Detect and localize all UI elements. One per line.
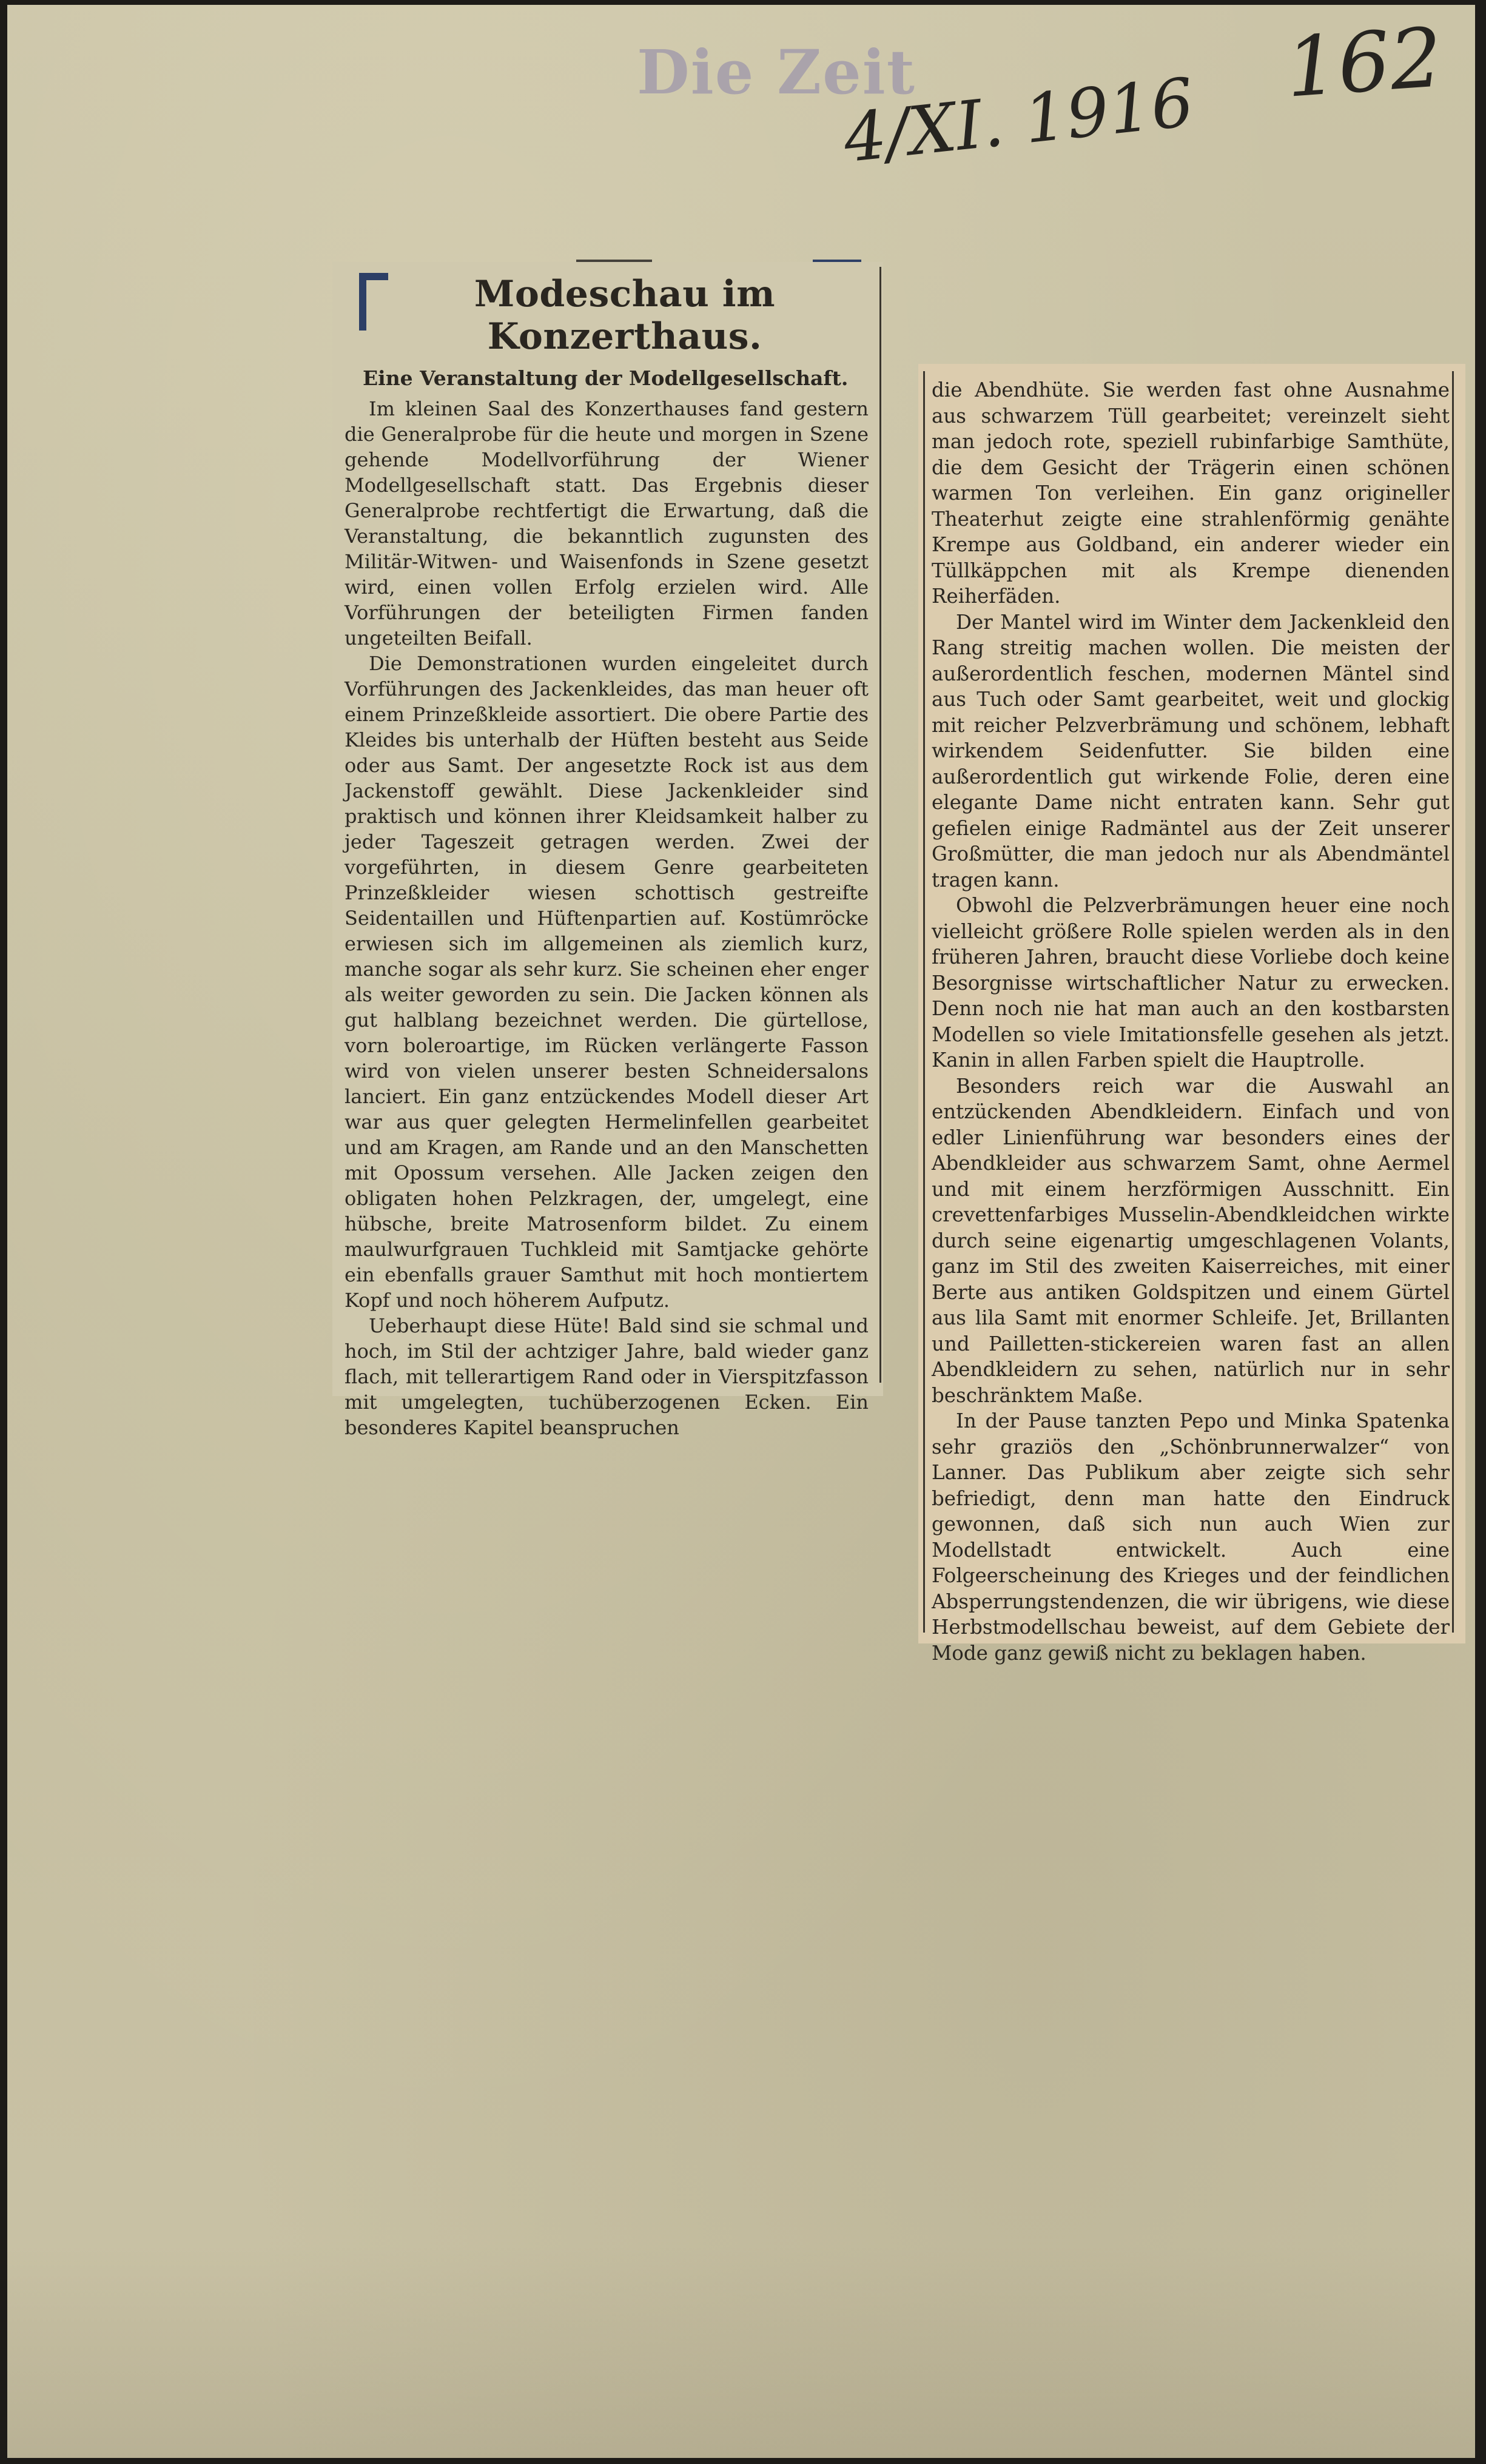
article-paragraph: Besonders reich war die Auswahl an entzückenden Abendkleidern. Einfach und von edler Linienführung war besonders eines der Abendkleider aus schwarzem Samt, ohne Aermel und mit einem herzförmigen Ausschnitt. Ein crevettenfarbiges Musselin-Abendkleidchen wirkte durch seine eigenartig umgeschlagenen Volants, ganz im Stil des zweiten Kaiserreiches, mit einer Berte aus antiken Goldspitzen und einem Gürtel aus lila Samt mit enormer Schleife. Jet, Brillanten und Pailletten-stickereien waren fast an allen Abendkleidern zu sehen, natürlich nur in sehr beschränktem Maße. xyxy=(932,1074,1450,1407)
column-rule xyxy=(879,267,881,1383)
article-paragraph: die Abendhüte. Sie werden fast ohne Ausnahme aus schwarzem Tüll gearbeitet; vereinzelt sieht man jedoch rote, speziell rubinfarbige Samthüte, die dem Gesicht der Trägerin einen schönen warmen Ton verleihen. Ein ganz origineller Theaterhut zeigte eine strahlenförmig genähte Krempe aus Goldband, ein anderer wieder ein Tüllkäppchen mit als Krempe dienenden Reiherfäden. xyxy=(932,378,1450,608)
blue-corner-mark xyxy=(359,273,388,331)
newspaper-stamp: Die Zeit xyxy=(637,36,916,108)
handwritten-date: 4/XI. 1916 xyxy=(840,63,1197,178)
article-headline: Modeschau im Konzerthaus. xyxy=(474,273,776,358)
article-paragraph: Obwohl die Pelzverbrämungen heuer eine noch vielleicht größere Rolle spielen werden als in den früheren Jahren, braucht diese Vorliebe doch keine Besorgnisse wirtschaftlicher Natur zu erwecken. Denn noch nie hat man auch an den kostbarsten Modellen so viele Imitationsfelle gesehen als jetzt. Kanin in allen Farben spielt die Hauptrolle. xyxy=(932,894,1450,1072)
article-paragraph: Ueberhaupt diese Hüte! Bald sind sie schmal und hoch, im Stil der achtziger Jahre, bald wieder ganz flach, mit tellerartigem Rand oder in Vierspitzfasson mit umgelegten, tuchüberzogenen Ecken. Ein besonderes Kapitel beanspruchen xyxy=(345,1314,869,1439)
article-paragraph: Die Demonstrationen wurden eingeleitet durch Vorführungen des Jackenkleides, das man heuer oft einem Prinzeßkleide assortiert. Die obere Partie des Kleides bis unterhalb der Hüften besteht aus Seide oder aus Samt. Der angesetzte Rock ist aus dem Jackenstoff gewählt. Diese Jackenkleider sind praktisch und können ihrer Kleidsamkeit halber zu jeder Tageszeit getragen werden. Zwei der vorgeführten, in diesem Genre gearbeiteten Prinzeßkleider wiesen schottisch gestreifte Seidentaillen und Hüftenpartien auf. Kostümröcke erwiesen sich im allgemeinen als ziemlich kurz, manche sogar als sehr kurz. Sie scheinen eher enger als weiter geworden zu sein. Die Jacken können als gut halblang bezeichnet werden. Die gürtellose, vorn boleroartige, im Rücken verlängerte Fasson wird von vielen unserer besten Schneidersalons lanciert. Ein ganz entzückendes Modell dieser Art war aus quer gelegten Hermelinfellen gearbeitet und am Kragen, am Rande und an den Manschetten mit Opossum versehen. Alle Jacken zeigen den obligaten hohen Pelzkragen, der, umgelegt, eine hübsche, breite Matrosenform bildet. Zu einem maulwurfgrauen Tuchkleid mit Samtjacke gehörte ein ebenfalls grauer Samthut mit hoch montiertem Kopf und noch höherem Aufputz. xyxy=(345,652,869,1312)
article-paragraph: Im kleinen Saal des Konzerthauses fand gestern die Generalprobe für die heute und morgen in Szene gehende Modellvorführung der Wiener Modellgesellschaft statt. Das Ergebnis dieser Generalprobe rechtfertigt die Erwartung, daß die Veranstaltung, die bekanntlich zugunsten des Militär-Witwen- und Waisenfonds in Szene gesetzt wird, einen vollen Erfolg erzielen wird. Alle Vorführungen der beteiligten Firmen fanden ungeteilten Beifall. xyxy=(345,397,869,650)
article-paragraph: In der Pause tanzten Pepo und Minka Spatenka sehr graziös den „Schönbrunnerwalzer“ von Lanner. Das Publikum aber zeigte sich sehr befriedigt, denn man hatte den Eindruck gewonnen, daß sich nun auch Wien zur Modellstadt entwickelt. Auch eine Folgeerscheinung des Krieges und der feindlichen Absperrungstendenzen, die wir übrigens, wie diese Herbstmodellschau beweist, auf dem Gebiete der Mode ganz gewiß nicht zu beklagen haben. xyxy=(932,1409,1450,1665)
clipping-right-column xyxy=(918,364,1465,1665)
column-rule xyxy=(1452,371,1454,1633)
article-subheadline: Eine Veranstaltung der Modellgesellschaft. xyxy=(363,366,849,390)
sheet-shadow xyxy=(7,2244,1475,2458)
clipping-left-column xyxy=(332,262,883,1439)
article-paragraph: Der Mantel wird im Winter dem Jackenkleid den Rang streitig machen wollen. Die meisten der außerordentlich feschen, modernen Mäntel sind aus Tuch oder Samt gearbeitet, weit und glockig mit reicher Pelzverbrämung und schönem, lebhaft wirkendem Seidenfutter. Sie bilden eine außerordentlich gut wirkende Folie, deren eine elegante Dame nicht entraten kann. Sehr gut gefielen einige Radmäntel aus der Zeit unserer Großmütter, die man jedoch nur als Abendmäntel tragen kann. xyxy=(932,610,1450,891)
handwritten-page-number: 162 xyxy=(1282,10,1445,116)
column-rule xyxy=(923,371,925,1633)
